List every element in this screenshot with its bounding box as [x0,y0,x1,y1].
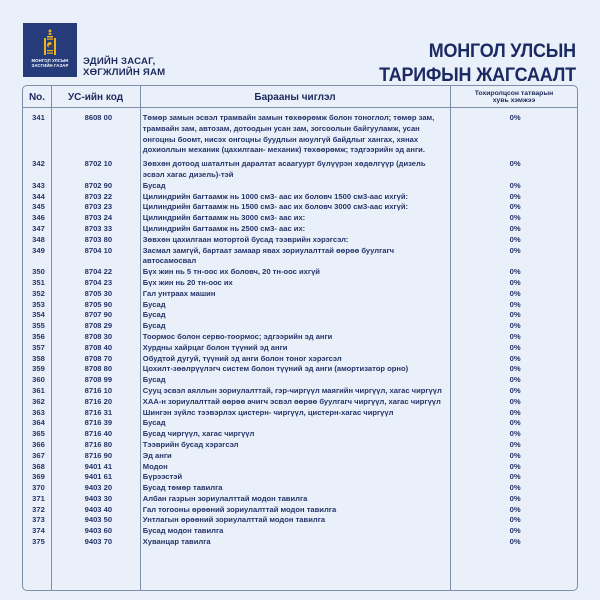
item-description: Бүх жин нь 5 тн-оос их боловч, 20 тн-оос ихгүй [142,267,320,277]
item-description: Зөвхөн цахилгаан мотортой бусад тээврийн хэрэгсэл: [142,234,349,244]
tariff-rate: 0% [509,450,521,460]
row-number: 360 [32,375,45,385]
item-description: Тээврийн бусад хэрэгсэл [142,439,239,449]
hs-code: 8708 40 [84,342,113,352]
table-row [23,408,577,419]
row-number: 342 [32,159,45,169]
hs-code: 8704 23 [84,277,113,287]
tariff-rate: 0% [509,310,521,320]
row-number: 346 [32,213,45,223]
row-number: 357 [32,342,45,352]
hs-code: 8708 80 [84,364,113,374]
row-number: 341 [32,113,45,122]
hs-code: 8703 22 [84,191,113,201]
item-description: Бусад төмөр тавилга [142,483,223,493]
tariff-rate: 0% [509,331,521,341]
row-number: 348 [32,234,45,244]
hs-code: 8708 30 [84,331,113,341]
item-description: Бусад модон тавилга [142,526,224,536]
tariff-rate: 0% [509,213,521,223]
row-number: 349 [32,245,45,255]
item-description: Бусад [142,299,166,309]
tariff-rate: 0% [509,439,521,449]
tariff-rate: 0% [509,429,521,439]
tariff-rate: 0% [509,180,521,190]
page-title: МОНГОЛ УЛСЫН ТАРИФЫН ЖАГСААЛТ [379,40,576,86]
tariff-rate: 0% [509,407,521,417]
row-number: 358 [32,353,45,363]
item-description: Шингэн зүйлс тээвэрлэх цистерн- чиргүүл, цистерн-хагас чиргүүл [142,407,394,417]
tariff-rate: 0% [509,537,521,547]
column-header-code: УС-ийн код [67,91,124,103]
hs-code: 8716 20 [84,396,113,406]
hs-code: 9403 20 [84,483,113,493]
hs-code: 8716 31 [84,407,113,417]
hs-code: 8703 33 [84,223,113,233]
item-description: ХАА-н зориулалттай өөрөө ачигч эсвэл өөрөө буулгагч чиргүүл, хагас чиргүүл [142,396,441,406]
table-row [23,386,577,397]
row-number: 351 [32,277,45,287]
table-row [23,483,577,494]
item-description: Албан газрын зориулалттай модон тавилга [142,493,308,503]
row-number: 369 [32,472,45,482]
table-row [23,354,577,365]
item-description: Сууц эсвэл аяллын зориулалттай, гэр-чиргүүл маягийн чиргүүл, хагас чиргүүл [142,385,442,395]
tariff-rate: 0% [509,159,521,169]
hs-code: 8716 39 [84,418,113,428]
hs-code: 8703 80 [84,234,113,244]
item-description: Бусад [142,180,166,190]
row-number: 375 [32,537,45,547]
item-description: Бусад [142,310,166,320]
tariff-rate: 0% [509,113,521,122]
row-number: 361 [32,385,45,395]
row-number: 367 [32,450,45,460]
table-row [23,332,577,343]
item-description: Зөвхөн дотоод шаталтын даралтат асаагуурт бүлүүрэн хөдөлгүүр (дизель эсвэл хагас дизель)-тэй [142,159,426,179]
hs-code: 8705 30 [84,288,113,298]
item-description: Бусад [142,375,166,385]
table-row [23,429,577,440]
table-row [23,300,577,311]
column-header-description: Барааны чиглэл [254,91,336,103]
item-description: Обудтой дугуй, түүний эд анги болон тоног хэрэгсэл [142,353,342,363]
tariff-rate: 0% [509,234,521,244]
table-row [23,397,577,408]
row-number: 344 [32,191,45,201]
table-row [23,515,577,526]
row-number: 366 [32,439,45,449]
tariff-rate: 0% [509,515,521,525]
item-description: Цохилт-зөөлрүүлэгч систем болон түүний эд анги (амортизатор орно) [142,364,409,374]
item-description: Гал унтраах машин [142,288,216,298]
table-row [23,192,577,203]
tariff-rate: 0% [509,277,521,287]
row-number: 371 [32,493,45,503]
item-description: Бусад [142,418,166,428]
item-description: Эд анги [142,450,172,460]
row-number: 373 [32,515,45,525]
item-description: Цилиндрийн багтаамж нь 2500 см3- аас их: [142,223,306,233]
tariff-rate: 0% [509,364,521,374]
table-row [23,289,577,300]
hs-code: 9403 60 [84,526,113,536]
table-row [23,321,577,332]
row-number: 370 [32,483,45,493]
table-row [23,159,577,181]
tariff-rate: 0% [509,375,521,385]
tariff-table [22,85,578,591]
tariff-rate: 0% [509,493,521,503]
table-row [23,181,577,192]
tariff-rate: 0% [509,288,521,298]
item-description: Бүх жин нь 20 тн-оос их [142,277,233,287]
table-row [23,224,577,235]
item-description: Бусад [142,321,166,331]
item-description: Гал тогооны өрөөний зориулалттай модон тавилга [142,504,337,514]
tariff-rate: 0% [509,191,521,201]
tariff-rate: 0% [509,396,521,406]
hs-code: 8704 22 [84,267,113,277]
table-row [23,472,577,483]
table-row [23,505,577,516]
column-header-no: No. [28,91,46,103]
hs-code: 8702 10 [84,159,113,169]
row-number: 363 [32,407,45,417]
item-description: Модон [142,461,168,471]
government-logo [23,23,77,77]
hs-code: 9403 30 [84,493,113,503]
tariff-rate: 0% [509,483,521,493]
table-row [23,526,577,537]
item-description: Бусад чиргүүл, хагас чиргүүл [142,429,255,439]
table-row [23,440,577,451]
table-row [23,202,577,213]
logo-caption: МОНГОЛ УЛСЫН ЗАСГИЙН ГАЗАР [31,58,69,68]
row-number: 364 [32,418,45,428]
row-number: 343 [32,180,45,190]
row-number: 353 [32,299,45,309]
hs-code: 9401 61 [84,472,113,482]
tariff-rate: 0% [509,202,521,212]
item-description: Бүрээстэй [142,472,183,482]
table-row [23,235,577,246]
item-description: Цилиндрийн багтаамж нь 1000 см3- аас их боловч 1500 см3-аас ихгүй: [142,191,409,201]
hs-code: 8708 29 [84,321,113,331]
row-number: 368 [32,461,45,471]
item-description: Тоормос болон серво-тоормос; эдгээрийн эд анги [142,331,333,341]
tariff-rate: 0% [509,526,521,536]
hs-code: 8705 90 [84,299,113,309]
hs-code: 9403 40 [84,504,113,514]
hs-code: 8716 40 [84,429,113,439]
table-row [23,375,577,386]
table-row [23,451,577,462]
hs-code: 9403 50 [84,515,113,525]
tariff-rate: 0% [509,385,521,395]
row-number: 347 [32,223,45,233]
row-number: 356 [32,331,45,341]
row-number: 352 [32,288,45,298]
item-description: Засмал замгүй, бартаат замаар явах зориулалттай өөрөө буулгагч автосамосвал [142,245,395,266]
tariff-rate: 0% [509,223,521,233]
hs-code: 8707 90 [84,310,113,320]
tariff-rate: 0% [509,321,521,331]
table-row [23,113,577,156]
item-description: Хурдны хайрцаг болон түүний эд анги [142,342,288,352]
table-row [23,310,577,321]
tariff-rate: 0% [509,342,521,352]
hs-code: 8708 70 [84,353,113,363]
table-row [23,213,577,224]
row-number: 362 [32,396,45,406]
item-description: Цилиндрийн багтаамж нь 1500 см3- аас их боловч 3000 см3-аас ихгүй: [142,202,409,212]
table-row [23,537,577,548]
soyombo-emblem-icon [43,29,57,57]
table-row [23,267,577,278]
hs-code: 8716 80 [84,439,113,449]
hs-code: 8716 90 [84,450,113,460]
item-description: Төмөр замын эсвэл трамвайн замын төхөөрөмж болон тоноглол; төмөр зам, трамвайн зам, автозам, дотоодын усан зам, зогсоолын байгууламж, усан онгоцны боомт, нисэх онгоцны буудлын аюулгүй байдлыг хангах, хянах дохиоллын механик (цахилгаан- механик) төхөөрөмж; тэдгээрийн эд анги. [142,113,435,155]
tariff-rate: 0% [509,418,521,428]
hs-code: 8703 23 [84,202,113,212]
hs-code: 8704 10 [84,245,113,255]
row-number: 365 [32,429,45,439]
table-row [23,462,577,473]
tariff-rate: 0% [509,299,521,309]
tariff-rate: 0% [509,267,521,277]
table-row [23,494,577,505]
tariff-rate: 0% [509,353,521,363]
hs-code: 8716 10 [84,385,113,395]
item-description: Хуванцар тавилга [142,537,211,547]
table-body [23,113,577,548]
table-row [23,278,577,289]
row-number: 345 [32,202,45,212]
row-number: 355 [32,321,45,331]
hs-code: 8702 90 [84,180,113,190]
table-header [23,86,577,108]
hs-code: 8608 00 [84,113,113,122]
row-number: 354 [32,310,45,320]
hs-code: 9403 70 [84,537,113,547]
tariff-rate: 0% [509,504,521,514]
item-description: Цилиндрийн багтаамж нь 3000 см3- аас их: [142,213,306,223]
row-number: 359 [32,364,45,374]
ministry-name: ЭДИЙН ЗАСАГ, ХӨГЖЛИЙН ЯАМ [83,56,166,78]
row-number: 374 [32,526,45,536]
column-header-rate: Тохиролцсон татварын хувь хэмжээ [474,89,554,104]
tariff-rate: 0% [509,461,521,471]
table-row [23,246,577,268]
row-number: 372 [32,504,45,514]
hs-code: 9401 41 [84,461,113,471]
tariff-rate: 0% [509,245,521,255]
table-row [23,418,577,429]
hs-code: 8708 99 [84,375,113,385]
item-description: Унтлагын өрөөний зориулалттай модон тавилга [142,515,326,525]
row-number: 350 [32,267,45,277]
table-row [23,364,577,375]
hs-code: 8703 24 [84,213,113,223]
tariff-rate: 0% [509,472,521,482]
table-row [23,343,577,354]
